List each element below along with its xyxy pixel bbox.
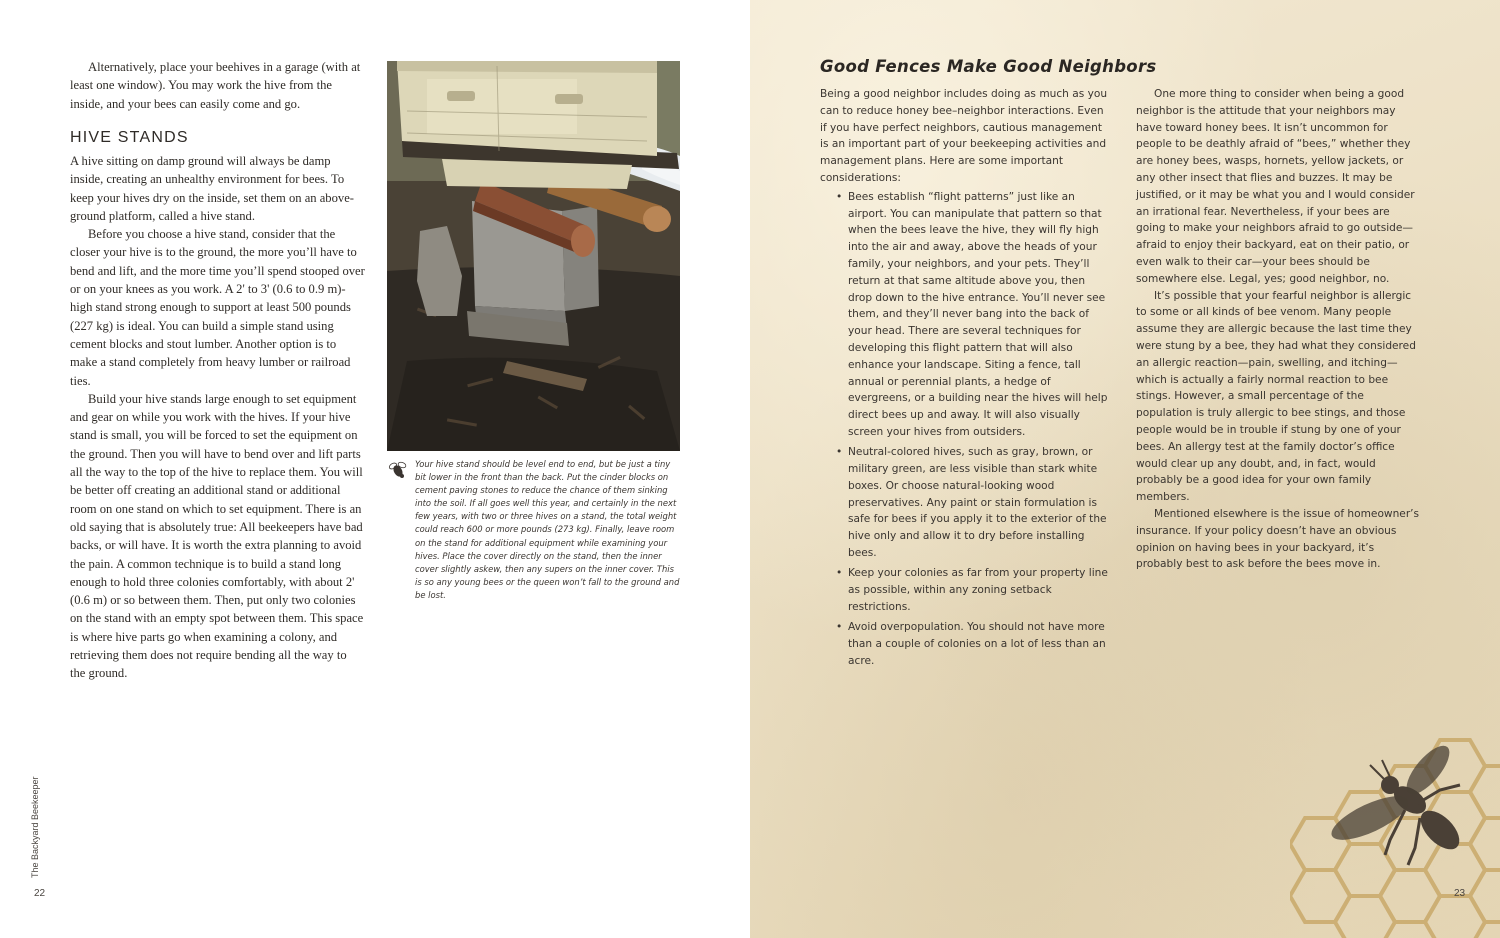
sidebar-title: Good Fences Make Good Neighbors [820, 57, 1157, 76]
page-number-left: 22 [34, 888, 46, 899]
page-number-right: 23 [1454, 888, 1466, 899]
list-item: • Neutral-colored hives, such as gray, brown, or military green, are less visible than stark white boxes. Or choose natural-looking wood preservatives. Any paint or stain formulation is safe for bees if you apply it to the exterior of the hive only and allow it to dry before installing bees. [820, 444, 1112, 562]
sidebar-column-2 [1136, 86, 1420, 573]
sidebar-column-1 [820, 86, 1112, 673]
body-paragraph-1: A hive sitting on damp ground will always be damp inside, creating an unhealthy environment for bees. To keep your hives dry on the inside, set them on an above-ground platform, called a hive stand. [70, 154, 354, 223]
running-head: The Backyard Beekeeper [30, 776, 40, 878]
column-two-paragraph-2: It’s possible that your fearful neighbor is allergic to some or all kinds of bee venom. Many people assume they are allergic because the last time they were stung by a bee, they had what they considered an allergic reaction—pain, swelling, and itching—which is actually a fairly normal reaction to bee stings. However, a small percentage of the population is truly allergic to bee stings, and those people would be in trouble if stung by one of your bees. An allergy test at the family doctor’s office would clear up any doubt, and, in fact, would probably be a good idea for your own family members. [1136, 289, 1416, 504]
body-paragraph-2: Before you choose a hive stand, consider that the closer your hive is to the ground, the more you’ll have to bend and lift, and the more time you’ll spend stooped over or on your knees as you work. A 2' to 3' (0.6 to 0.9 m)-high stand strong enough to support at least 500 pounds (227 kg) is ideal. You can build a simple stand using cement blocks and stout lumber. Another option is to make a stand completely from heavy lumber or railroad ties. [70, 227, 365, 388]
column-two-paragraph-3: Mentioned elsewhere is the issue of homeowner’s insurance. If your policy doesn’t have an obvious opinion on having bees in your backyard, it’s probably best to ask before the bees move in. [1136, 507, 1420, 571]
hive-stand-photo [387, 61, 680, 451]
section-heading: HIVE STANDS [70, 129, 189, 146]
intro-paragraph: Alternatively, place your beehives in a garage (with at least one window). You may work the hive from the inside, and your bees can easily come and go. [70, 60, 361, 111]
list-item: • Bees establish “flight patterns” just like an airport. You can manipulate that pattern so that when the bees leave the hive, they will fly high into the air and away, above the heads of your family, your neighbors, and your pets. They’ll return at that same altitude above you, then drop down to the hive entrance. You’ll never see them, and they’ll never bang into the back of your head. There are several techniques for developing this flight pattern that will also enhance your landscape. Siting a fence, tall annual or perennial plants, a hedge of evergreens, or a building near the hives will help direct bees up and away. It will also visually screen your hives from outsiders. [820, 189, 1112, 441]
honeycomb-icon [1290, 730, 1500, 938]
bee-icon [387, 459, 409, 481]
considerations-list [820, 189, 1112, 670]
photo-caption: Your hive stand should be level end to end, but be just a tiny bit lower in the front than the back. Put the cinder blocks on cement paving stones to reduce the chance of them sinking into the soil. If all goes well this year, and certainly in the next few years, with two or three hives on a stand, the total weight could reach 600 or more pounds (273 kg). Finally, leave room on the stand for additional equipment while examining your hives. Place the cover directly on the stand, then the inner cover slightly askew, then any supers on the inner cover. This is so any young bees or the queen won’t fall to the ground and be lost. [415, 459, 680, 600]
column-two-paragraph-1: One more thing to consider when being a good neighbor is the attitude that your neighbors may have toward honey bees. It isn’t uncommon for people to be deathly afraid of “bees,” whether they are honey bees, wasps, hornets, yellow jackets, or any other insect that flies and buzzes. It may be justified, or it may be what you and I would consider an irrational fear. Nevertheless, if your bees are going to make your neighbors afraid to go outside—afraid to enjoy their backyard, eat on their patio, or even walk to their car—your bees should be somewhere else. Legal, yes; good neighbor, no. [1136, 88, 1415, 285]
right-page [750, 0, 1500, 938]
lead-paragraph: Being a good neighbor includes doing as much as you can to reduce honey bee–neighbor interactions. Even if you have perfect neighbors, cautious management is an important part of your beekeeping activities and management plans. Here are some important considerations: [820, 88, 1108, 184]
hive-stands-body [70, 152, 365, 683]
intro-text [70, 58, 365, 113]
body-paragraph-3: Build your hive stands large enough to set equipment and gear on while you work with the hives. If your hive stand is small, you will be forced to set the equipment on the ground. Then you will have to bend over and lift parts all the way to the top of the hive to replace them. You will be better off creating an additional stand or additional room on one stand on which to set equipment. There is an old saying that is absolutely true: All beekeepers have bad backs, or will have. It is worth the extra planning to avoid the pain. A common technique is to build a stand long enough to hold three colonies comfortably, with about 2' (0.6 m) or so between them. Then, put only two colonies on the stand with an empty spot between them. This space is where hive parts go when examining a colony, and retrieving them does not require bending all the way to the ground. [70, 391, 364, 681]
list-item: • Avoid overpopulation. You should not have more than a couple of colonies on a lot of less than an acre. [820, 619, 1112, 669]
list-item: • Keep your colonies as far from your property line as possible, within any zoning setback restrictions. [820, 565, 1112, 615]
